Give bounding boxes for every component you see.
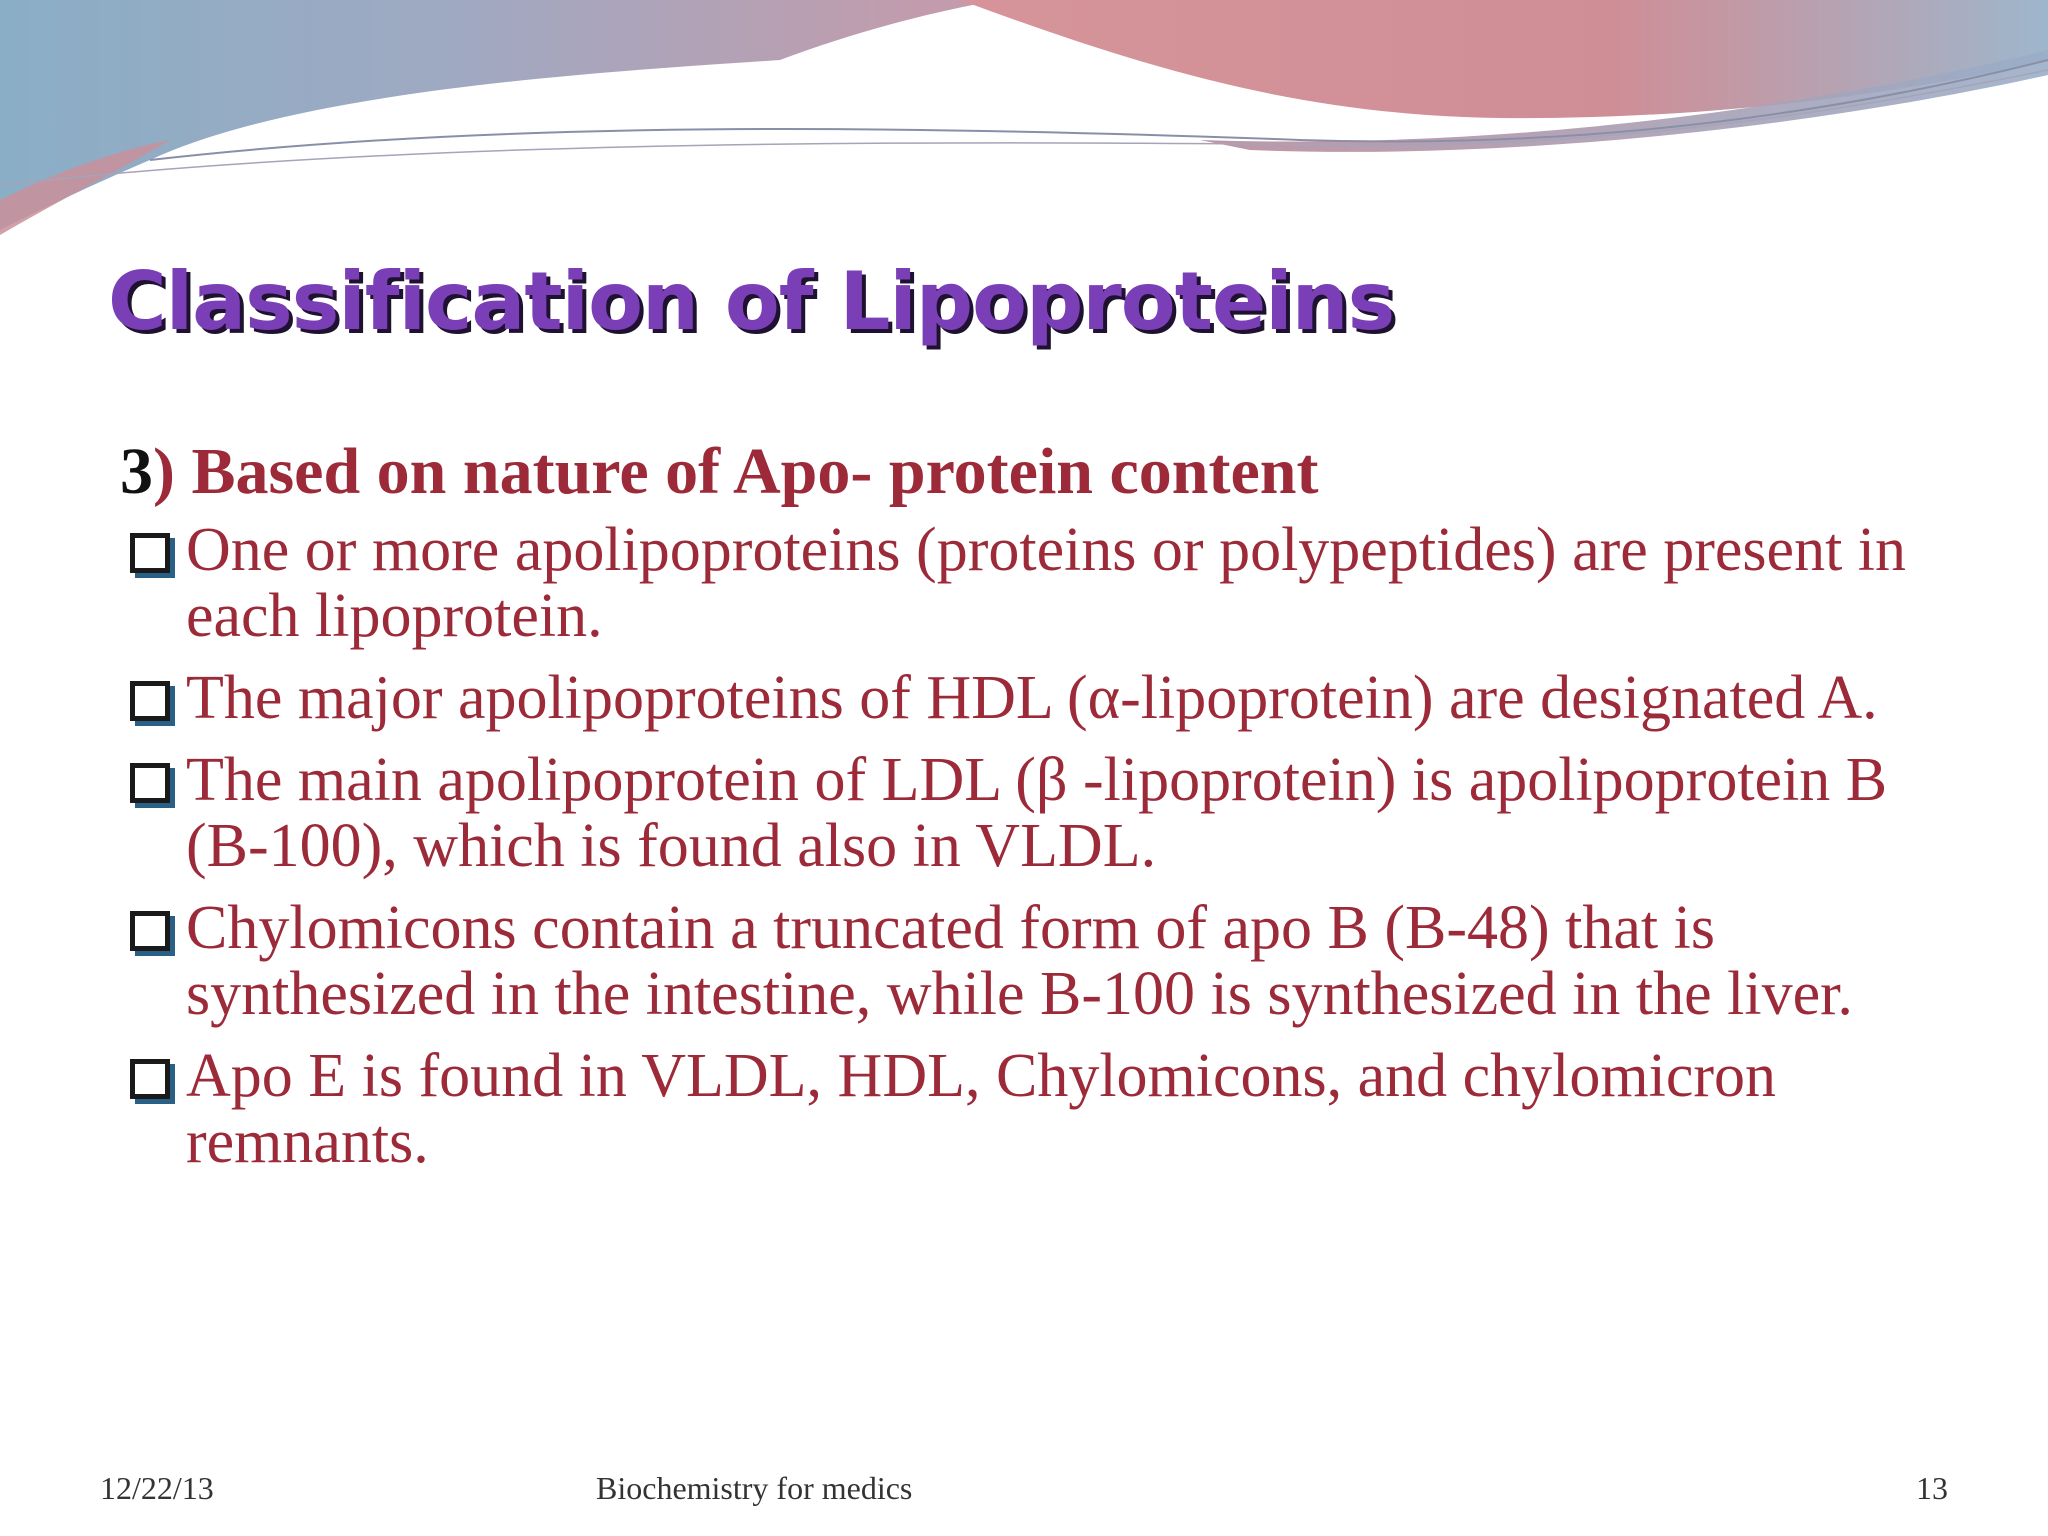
slide-title: Classification of Lipoproteins [108, 255, 1395, 348]
bullet-text: Chylomicons contain a truncated form of apo B (B-48) that is synthesized in the intestine, while B-100 is synthesized in the liver. [186, 894, 1853, 1029]
checkbox-bullet-icon [130, 681, 170, 721]
footer-date: 12/22/13 [100, 1470, 214, 1506]
section-subheading [120, 432, 1920, 511]
bullet-text: The main apolipoprotein of LDL (β -lipoprotein) is apolipoprotein B (B-100), which is found also in VLDL. [186, 746, 1888, 881]
checkbox-bullet-icon [130, 533, 170, 573]
section-subheading-text: ) Based on nature of Apo- protein content [153, 435, 1319, 508]
footer-page-number: 13 [1916, 1470, 1948, 1506]
bullet-item [120, 895, 1920, 1027]
bullet-item [120, 747, 1920, 879]
bullet-item [120, 517, 1920, 649]
slide-body [120, 432, 1920, 1191]
bullet-text: Apo E is found in VLDL, HDL, Chylomicons, and chylomicron remnants. [186, 1042, 1777, 1177]
checkbox-bullet-icon [130, 911, 170, 951]
checkbox-bullet-icon [130, 1059, 170, 1099]
bullet-item [120, 1043, 1920, 1175]
bullet-text: The major apolipoproteins of HDL (α-lipoprotein) are designated A. [186, 664, 1878, 733]
footer-title: Biochemistry for medics [596, 1470, 913, 1506]
checkbox-bullet-icon [130, 763, 170, 803]
section-number: 3 [120, 435, 153, 508]
header-wave-decoration [0, 0, 2048, 240]
bullet-text: One or more apolipoproteins (proteins or polypeptides) are present in each lipoprotein. [186, 516, 1907, 651]
bullet-list [120, 517, 1920, 1175]
bullet-item [120, 665, 1920, 731]
